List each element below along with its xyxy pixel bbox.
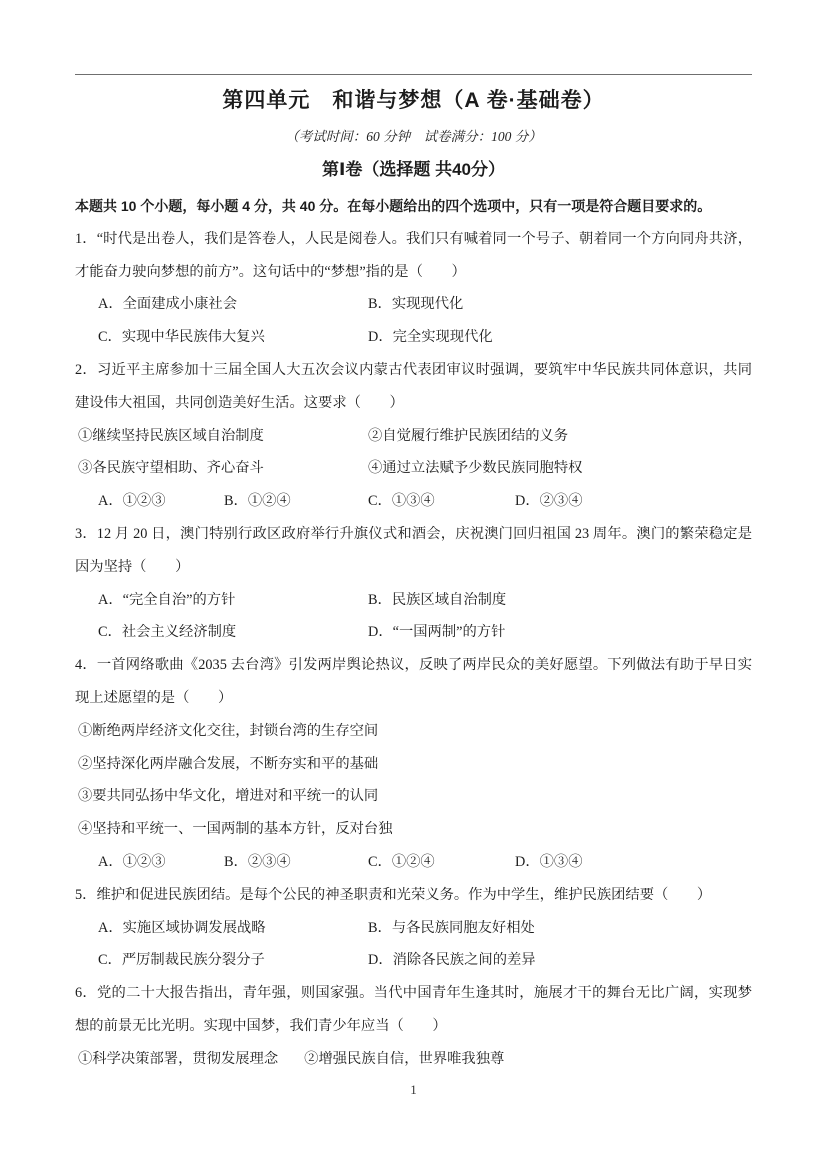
question-2-item-1: ①继续坚持民族区域自治制度 xyxy=(78,427,264,444)
question-1-option-d: D．完全实现现代化 xyxy=(368,329,493,346)
question-3-stem: 3．12 月 20 日，澳门特别行政区政府举行升旗仪式和酒会，庆祝澳门回归祖国 23 周年。澳门的繁荣稳定是因为坚持（ ） xyxy=(75,525,752,575)
question-4-answer-choices xyxy=(75,846,752,879)
question-4-option-c: C．①②④ xyxy=(368,853,435,870)
question-5-options-ab xyxy=(75,912,752,945)
question-5-option-a: A．实施区域协调发展战略 xyxy=(98,919,266,936)
question-6-items-12 xyxy=(75,1043,752,1076)
question-3-options-cd xyxy=(75,616,752,649)
question-4-item-4-row xyxy=(75,813,752,846)
question-1-stem: 1．“时代是出卷人，我们是答卷人，人民是阅卷人。我们只有喊着同一个号子、朝着同一个方向同舟共济，才能奋力驶向梦想的前方”。这句话中的“梦想”指的是（ ） xyxy=(75,230,752,280)
question-4-option-a: A．①②③ xyxy=(98,853,166,870)
question-4-option-b: B．②③④ xyxy=(224,853,291,870)
question-4-item-2-row xyxy=(75,748,752,781)
question-2-option-c: C．①③④ xyxy=(368,493,435,510)
question-5-option-d: D．消除各民族之间的差异 xyxy=(368,952,536,969)
question-2-item-4: ④通过立法赋予少数民族同胞特权 xyxy=(368,460,583,477)
question-5-option-c: C．严厉制裁民族分裂分子 xyxy=(98,952,265,969)
question-4-item-3-row xyxy=(75,780,752,813)
question-3-option-c: C．社会主义经济制度 xyxy=(98,624,237,641)
question-2-answer-choices xyxy=(75,485,752,518)
question-1-options-ab xyxy=(75,288,752,321)
question-1-option-c: C．实现中华民族伟大复兴 xyxy=(98,329,265,346)
question-5-stem: 5．维护和促进民族团结。是每个公民的神圣职责和光荣义务。作为中学生，维护民族团结要（ ） xyxy=(75,886,712,903)
question-2-option-a: A．①②③ xyxy=(98,493,166,510)
question-2-item-2: ②自觉履行维护民族团结的义务 xyxy=(368,427,569,444)
question-1-options-cd xyxy=(75,321,752,354)
page-number: 1 xyxy=(410,1082,417,1097)
section-title: 第Ⅰ卷（选择题 共40分） xyxy=(322,160,505,179)
question-3-options-ab xyxy=(75,584,752,617)
question-6-item-1: ①科学决策部署，贯彻发展理念 xyxy=(78,1050,279,1067)
header-rule xyxy=(75,74,752,75)
question-6-item-2: ②增强民族自信，世界唯我独尊 xyxy=(304,1050,505,1067)
question-1-option-b: B．实现现代化 xyxy=(368,296,464,313)
question-1-option-a: A．全面建成小康社会 xyxy=(98,296,237,313)
page-title: 第四单元 和谐与梦想（A 卷·基础卷） xyxy=(222,89,605,112)
question-4-item-2: ②坚持深化两岸融合发展，不断夯实和平的基础 xyxy=(78,755,379,772)
question-2-items-12 xyxy=(75,420,752,453)
question-4-item-1: ①断绝两岸经济文化交往，封锁台湾的生存空间 xyxy=(78,722,379,739)
question-2-option-d: D．②③④ xyxy=(515,493,583,510)
question-3-option-d: D．“一国两制”的方针 xyxy=(368,624,506,641)
question-4-item-1-row xyxy=(75,715,752,748)
question-4-option-d: D．①③④ xyxy=(515,853,583,870)
question-2-item-3: ③各民族守望相助、齐心奋斗 xyxy=(78,460,264,477)
question-3-option-b: B．民族区域自治制度 xyxy=(368,591,507,608)
exam-info: （考试时间：60 分钟 试卷满分：100 分） xyxy=(285,129,542,144)
question-area xyxy=(75,190,752,1076)
question-2-stem: 2．习近平主席参加十三届全国人大五次会议内蒙古代表团审议时强调，要筑牢中华民族共同体意识，共同建设伟大祖国，共同创造美好生活。这要求（ ） xyxy=(75,361,752,411)
question-4-item-4: ④坚持和平统一、一国两制的基本方针，反对台独 xyxy=(78,821,393,838)
instructions: 本题共 10 个小题，每小题 4 分，共 40 分。在每小题给出的四个选项中，只有一项是符合题目要求的。 xyxy=(75,198,712,214)
question-2-option-b: B．①②④ xyxy=(224,493,291,510)
question-4-stem: 4．一首网络歌曲《2035 去台湾》引发两岸舆论热议，反映了两岸民众的美好愿望。下列做法有助于早日实现上述愿望的是（ ） xyxy=(75,657,752,706)
page-content xyxy=(75,80,752,1076)
question-5-option-b: B．与各民族同胞友好相处 xyxy=(368,919,535,936)
question-5-options-cd xyxy=(75,944,752,977)
question-6-stem: 6．党的二十大报告指出，青年强，则国家强。当代中国青年生逢其时，施展才干的舞台无比广阔，实现梦想的前景无比光明。实现中国梦，我们青少年应当（ ） xyxy=(75,985,752,1034)
question-3-option-a: A．“完全自治”的方针 xyxy=(98,591,236,608)
question-2-items-34 xyxy=(75,452,752,485)
question-4-item-3: ③要共同弘扬中华文化，增进对和平统一的认同 xyxy=(78,788,379,805)
